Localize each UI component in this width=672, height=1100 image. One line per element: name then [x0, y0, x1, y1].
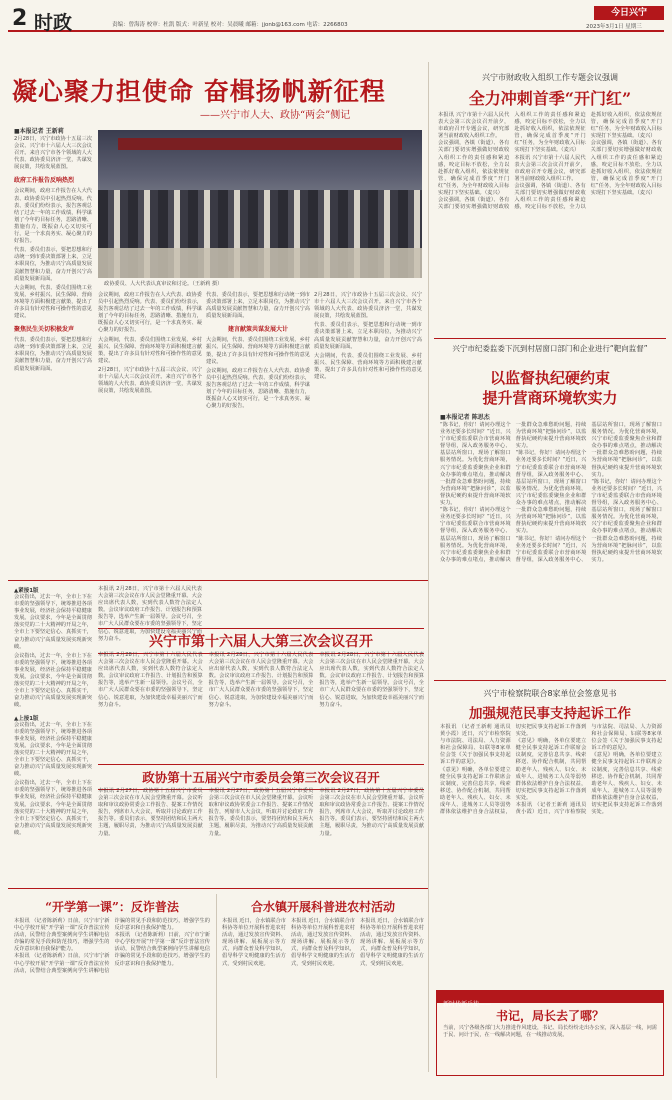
bottom1-paragraph-c: 本报讯 （记者陈新莉）日前，兴宁市宁新中心学校开展“开学第一课”反诈普法宣传活动，民警结合典型案例向学生讲解电信诈骗的常见手段和防范技巧，增强学生的反诈意识和自我保护能力。: [114, 932, 210, 967]
lead-paragraph-1c: 2月28日，兴宁市政协十五届三次会议、兴宁市十六届人大三次会议召开。来自兴宁市各个领域的人大代表、政协委员济济一堂，共谋发展良策，共绘发展蓝图。: [314, 292, 422, 320]
bottom2-paragraph-c: 本报讯 近日，合水镇联合市科协等单位开展科普进农村活动，通过发放宣传资料、现场讲解、展板展示等方式，向群众普及科学知识，倡导科学文明健康的生活方式，受到村民欢迎。: [360, 918, 424, 967]
page-number: 2: [12, 6, 28, 31]
lead-headline: 凝心聚力担使命 奋楫扬帆新征程: [12, 77, 386, 106]
news1-kicker: 兴宁市财政收入组织工作专题会议强调: [482, 73, 618, 82]
box-left-paragraph-d: 会议指出，过去一年，全市上下在市委的坚强领导下，统筹推进各项事业发展，经济社会保持平稳健康发展。会议要求，今年是全面贯彻落实党的二十大精神的开局之年，全市上下要坚定信心、真抓实干，奋力推动兴宁高质量发展实现新突破。: [14, 780, 92, 836]
column-banner-text: 新时代新兵徒——: [443, 1001, 492, 1008]
lead-paragraph-1: 2月28日，兴宁市政协十五届三次会议、兴宁市十六届人大三次会议召开。来自兴宁市各个领域的人大代表、政协委员济济一堂，共谋发展良策，共绘发展蓝图。: [14, 136, 92, 171]
lead-subheadline: ——兴宁市人大、政协“两会”侧记: [200, 110, 351, 121]
lead-paragraph-4: 大会期间，代表、委员们围绕工业发展、乡村振兴、民生保障、营商环境等方面积极建言献策，提出了许多具有针对性和可操作性的意见建议。: [14, 284, 92, 320]
box-left-paragraph-b: 会议指出，过去一年，全市上下在市委的坚强领导下，统筹推进各项事业发展，经济社会保持平稳健康发展。会议要求，今年是全面贯彻落实党的二十大精神的开局之年，全市上下要坚定信心、真抓实干，奋力推动兴宁高质量发展实现新突破。: [14, 652, 92, 709]
proc-title: 兴宁市检察院联合8家单位会签意见书: [483, 689, 617, 698]
column-box: [436, 990, 664, 1076]
lead-paragraph-3b: 代表、委员们表示，要把思想和行动统一到市委决策部署上来，立足本职岗位，为推动兴宁高质量发展贡献智慧和力量，奋力开创兴宁高质量发展新局面。: [14, 337, 92, 372]
box-left-paragraph: 会议指出，过去一年，全市上下在市委的坚强领导下，统筹推进各项事业发展，经济社会保持平稳健康发展。会议要求，今年是全面贯彻落实党的二十大精神的开局之年，全市上下要坚定信心、真抓实干，奋力推动兴宁高质量发展实现新突破。: [14, 594, 92, 650]
proc-paragraph-b: 《意见》明确，各单位要建立健全民事支持起诉工作联席会议制度，完善信息共享、线索移送、协作配合机制，共同帮助老年人、残疾人、妇女、未成年人、进城务工人员等弱势群体依法维护自身合法权益，切实把民事支持起诉工作落到实处。: [515, 738, 587, 801]
lead-section-heading-3: 聚焦民生关切积极发声: [14, 326, 75, 334]
box-left: [14, 586, 92, 882]
congress-text-left: [98, 586, 202, 642]
bottom-divider: [216, 894, 217, 1078]
news2-paragraph-b: “陈书记，你好！请问办理这个业务还要多长时间？”近日，兴宁市纪委监委联合市营商环境督导组，深入政务服务中心、基层站所窗口，现场了解窗口服务情况。为优化营商环境，兴宁市纪委监委聚焦企业和群众办事的难点堵点，推动解决一批群众急难愁盼问题，持续为营商环境“把脉问诊”，以监督执纪硬约束提升营商环境软实力。: [440, 422, 587, 563]
lead-paragraph-4c: 大会期间，代表、委员们围绕工业发展、乡村振兴、民生保障、营商环境等方面积极建言献策，提出了许多具有针对性和可操作性的意见建议。: [206, 337, 310, 365]
photo-banner: [118, 138, 402, 150]
lead-paragraph-2b: 会议期间，政府工作报告在人大代表、政协委员中引起热烈反响。代表、委员们纷纷表示，报告客观总结了过去一年的工作成绩，科学谋划了今年的目标任务，思路清晰、措施有力，既振奋人心又切实可行，是一个求真务实、凝心聚力的好报告。: [98, 292, 202, 334]
proc-paragraph-c: 《意见》明确，各单位要建立健全民事支持起诉工作联席会议制度，完善信息共享、线索移送、协作配合机制，共同帮助老年人、残疾人、妇女、未成年人、进城务工人员等弱势群体依法维护自身合法权益，切实把民事支持起诉工作落到实处。: [591, 752, 662, 816]
congress-paragraph-a: 本报讯 2月28日，兴宁市第十六届人民代表大会第三次会议在市人民会堂隆重开幕。大会应出席代表人数，实到代表人数符合法定人数。会议审议政府工作报告、计划报告和预算报告等，选举产生新一届领导。会议号召，全市广大人民群众要在市委的坚强领导下，坚定信心、锐意进取，为加快建设幸福美丽兴宁而努力奋斗。: [98, 586, 202, 642]
bottom1-body: [14, 918, 210, 1078]
news2-paragraph-c: “陈书记，你好！请问办理这个业务还要多长时间？”近日，兴宁市纪委监委联合市营商环境督导组，深入政务服务中心、基层站所窗口，现场了解窗口服务情况。为优化营商环境，兴宁市纪委监委聚焦企业和群众办事的难点堵点，推动解决一批群众急难愁盼问题，持续为营商环境“把脉问诊”，以监督执纪硬约束提升营商环境软实力。: [515, 450, 587, 535]
lead-paragraph-2: 会议期间，政府工作报告在人大代表、政协委员中引起热烈反响。代表、委员们纷纷表示，报告客观总结了过去一年的工作成绩，科学谋划了今年的目标任务，思路清晰、措施有力，既振奋人心又切实可行，是一个求真务实、凝心聚力的好报告。: [14, 188, 92, 245]
congress-block: [98, 586, 424, 756]
news1-paragraph-d: 会议强调，各镇（街道）、各有关部门要切实增强做好财政收入组织工作的责任感和紧迫感，咬定目标不放松，全力以赴抓好收入组织，依法依规征管，确保完成首季度“开门红”任务，为全年财政收入目标实现打下坚实基础。（麦兴）: [590, 140, 662, 197]
lead-paragraph-3: 代表、委员们表示，要把思想和行动统一到市委决策部署上来，立足本职岗位，为推动兴宁高质量发展贡献智慧和力量，奋力开创兴宁高质量发展新局面。: [14, 247, 92, 282]
column-paragraph: 当前，兴宁各级各部门大力推进作风建设，书记、局长纷纷走出办公室，深入基层一线，问需于民、问计于民，在一线解决问题，在一线推动发展。: [443, 1025, 657, 1039]
column-divider: [428, 62, 429, 1072]
lead-paragraph-4b: 大会期间，代表、委员们围绕工业发展、乡村振兴、民生保障、营商环境等方面积极建言献策，提出了许多具有针对性和可操作性的意见建议。: [98, 336, 202, 364]
lead-photo: [98, 130, 422, 278]
news1-byline-b: 本报讯 兴宁市第十六届人民代表大会第三次会议召开前夕，市政府召开专题会议，研究部署当前财政收入组织工作。: [514, 154, 586, 182]
bottom1-paragraph-b: 本报讯 （记者陈新莉）日前，兴宁市宁新中心学校开展“开学第一课”反诈普法宣传活动，民警结合典型案例向学生讲解电信诈骗的常见手段和防范技巧，增强学生的反诈意识和自我保护能力。: [14, 918, 210, 974]
proc-byline: 本报讯 （记者王新莉 通讯员黄小霞）近日，兴宁市检察院与市法院、司法局、人力资源和社会保障局、妇联等8家单位会签《关于加强民事支持起诉工作的意见》。: [440, 724, 511, 766]
congress-paragraph: 本报讯 2月28日，兴宁市第十六届人民代表大会第三次会议在市人民会堂隆重开幕。大会应出席代表人数，实到代表人数符合法定人数。会议审议政府工作报告、计划报告和预算报告等，选举产生新一届领导。会议号召，全市广大人民群众要在市委的坚强领导下，坚定信心、锐意进取，为加快建设幸福美丽兴宁而努力奋斗。: [98, 652, 203, 708]
cppcc-paragraph: 本报讯 2月27日，政协第十五届兴宁市委员会第三次会议在市人民会堂隆重开幕。会议听取和审议政协常委会工作报告、提案工作情况报告，列席市人大会议，听取并讨论政府工作报告等。委员们表示，要坚持团结和民主两大主题，履职尽责，为推动兴宁高质量发展贡献力量。: [98, 788, 203, 837]
news2-rule: [434, 680, 666, 681]
news1-byline: 本报讯 兴宁市第十六届人民代表大会第三次会议召开前夕，市政府召开专题会议，研究部署当前财政收入组织工作。: [438, 112, 510, 140]
bottom2-title: 合水镇开展科普进农村活动: [250, 900, 395, 914]
section-name: 时政: [34, 12, 73, 34]
cppcc-title: 政协第十五届兴宁市委员会第三次会议召开: [98, 764, 424, 790]
lead-byline: ■本报记者 王新莉: [14, 128, 64, 135]
news2-paragraph-e: “陈书记，你好！请问办理这个业务还要多长时间？”近日，兴宁市纪委监委联合市营商环境督导组，深入政务服务中心、基层站所窗口，现场了解窗口服务情况。为优化营商环境，兴宁市纪委监委聚焦企业和群众办事的难点堵点，推动解决一批群众急难愁盼问题，持续为营商环境“把脉问诊”，以监督执纪硬约束提升营商环境软实力。: [591, 478, 662, 563]
bottom1-paragraph: 本报讯 （记者陈新莉）日前，兴宁市宁新中心学校开展“开学第一课”反诈普法宣传活动，民警结合典型案例向学生讲解电信诈骗的常见手段和防范技巧，增强学生的反诈意识和自我保护能力。: [14, 918, 110, 953]
bottom1-title: “开学第一课”：反诈普法: [45, 900, 179, 914]
proc-paragraph: 《意见》明确，各单位要建立健全民事支持起诉工作联席会议制度，完善信息共享、线索移送、协作配合机制，共同帮助老年人、残疾人、妇女、未成年人、进城务工人员等弱势群体依法维护自身合法权益，切实把民事支持起诉工作落到实处。: [440, 724, 587, 816]
lead-column-2: [98, 292, 202, 462]
news2-title: 以监督执纪硬约束 提升营商环境软实力: [482, 369, 618, 407]
box-left-label-1: ▲紧接1版: [14, 588, 39, 594]
news2-body: [440, 422, 662, 674]
lead-paragraph-1b: 2月28日，兴宁市政协十五届三次会议、兴宁市十六届人大三次会议召开。来自兴宁市各个领域的人大代表、政协委员济济一堂，共谋发展良策，共绘发展蓝图。: [98, 366, 202, 395]
congress-paragraph-c: 本报讯 2月28日，兴宁市第十六届人民代表大会第三次会议在市人民会堂隆重开幕。大会应出席代表人数，实到代表人数符合法定人数。会议审议政府工作报告、计划报告和预算报告等，选举产生新一届领导。会议号召，全市广大人民群众要在市委的坚强领导下，坚定信心、锐意进取，为加快建设幸福美丽兴宁而努力奋斗。: [319, 652, 424, 708]
congress-paragraph-b: 本报讯 2月28日，兴宁市第十六届人民代表大会第三次会议在市人民会堂隆重开幕。大会应出席代表人数，实到代表人数符合法定人数。会议审议政府工作报告、计划报告和预算报告等，选举产生新一届领导。会议号召，全市广大人民群众要在市委的坚强领导下，坚定信心、锐意进取，为加快建设幸福美丽兴宁而努力奋斗。: [208, 652, 314, 708]
congress-title: 兴宁市第十六届人大第三次会议召开: [98, 628, 424, 654]
news2-byline: ■本报记者 陈思杰: [440, 414, 490, 421]
news2-paragraph-d: “陈书记，你好！请问办理这个业务还要多长时间？”近日，兴宁市纪委监委联合市营商环境督导组，深入政务服务中心、基层站所窗口，现场了解窗口服务情况。为优化营商环境，兴宁市纪委监委聚焦企业和群众办事的难点堵点，推动解决一批群众急难愁盼问题，持续为营商环境“把脉问诊”，以监督执纪硬约束提升营商环境软实力。: [515, 422, 662, 563]
lead-section-heading-1: 政府工作报告反响热烈: [14, 177, 75, 185]
lead-column-4: [314, 292, 422, 462]
box-left-paragraph-c: 会议指出，过去一年，全市上下在市委的坚强领导下，统筹推进各项事业发展，经济社会保持平稳健康发展。会议要求，今年是全面贯彻落实党的二十大精神的开局之年，全市上下要坚定信心、真抓实干，奋力推动兴宁高质量发展实现新突破。: [14, 721, 92, 778]
proc-subtitle: 加强规范民事支持起诉工作: [469, 706, 631, 722]
congress-body: [98, 652, 424, 752]
lead-rule: [8, 580, 428, 581]
lead-paragraph-2c: 会议期间，政府工作报告在人大代表、政协委员中引起热烈反响。代表、委员们纷纷表示，报告客观总结了过去一年的工作成绩，科学谋划了今年的目标任务，思路清晰、措施有力，既振奋人心又切实可行，是一个求真务实、凝心聚力的好报告。: [206, 367, 310, 410]
photo-caption: 政协委员、人大代表认真审议和讨论。（王新莉 摄）: [104, 281, 223, 287]
masthead: [8, 6, 664, 32]
proc-body: [440, 724, 662, 982]
news1-rule: [434, 338, 666, 339]
issue-date: 2023年3月1日 星期三: [586, 24, 642, 30]
news1-body: [438, 112, 662, 332]
bottom2-paragraph: 本报讯 近日，合水镇联合市科协等单位开展科普进农村活动，通过发放宣传资料、现场讲解、展板展示等方式，向群众普及科学知识，倡导科学文明健康的生活方式，受到村民欢迎。: [222, 918, 286, 967]
cppcc-paragraph-b: 本报讯 2月27日，政协第十五届兴宁市委员会第三次会议在市人民会堂隆重开幕。会议听取和审议政协常委会工作报告、提案工作情况报告，列席市人大会议，听取并讨论政府工作报告等。委员们表示，要坚持团结和民主两大主题，履职尽责，为推动兴宁高质量发展贡献力量。: [208, 788, 314, 837]
cppcc-paragraph-c: 本报讯 2月27日，政协第十五届兴宁市委员会第三次会议在市人民会堂隆重开幕。会议听取和审议政协常委会工作报告、提案工作情况报告，列席市人大会议，听取并讨论政府工作报告等。委员们表示，要坚持团结和民主两大主题，履职尽责，为推动兴宁高质量发展贡献力量。: [319, 788, 424, 837]
news2-paragraph: “陈书记，你好！请问办理这个业务还要多长时间？”近日，兴宁市纪委监委联合市营商环境督导组，深入政务服务中心、基层站所窗口，现场了解窗口服务情况。为优化营商环境，兴宁市纪委监委聚焦企业和群众办事的难点堵点，推动解决一批群众急难愁盼问题，持续为营商环境“把脉问诊”，以监督执纪硬约束提升营商环境软实力。: [440, 422, 511, 507]
photo-desks: [98, 248, 422, 278]
news1-paragraph: 会议强调，各镇（街道）、各有关部门要切实增强做好财政收入组织工作的责任感和紧迫感，咬定目标不放松，全力以赴抓好收入组织，依法依规征管，确保完成首季度“开门红”任务，为全年财政收入目标实现打下坚实基础。（麦兴）: [438, 140, 510, 197]
news1-paragraph-c: 会议强调，各镇（街道）、各有关部门要切实增强做好财政收入组织工作的责任感和紧迫感，咬定目标不放松，全力以赴抓好收入组织，依法依规征管，确保完成首季度“开门红”任务，为全年财政收入目标实现打下坚实基础。（麦兴）: [514, 112, 662, 211]
bottom2-paragraph-b: 本报讯 近日，合水镇联合市科协等单位开展科普进农村活动，通过发放宣传资料、现场讲解、展板展示等方式，向群众普及科学知识，倡导科学文明健康的生活方式，受到村民欢迎。: [291, 918, 355, 967]
cppcc-body: [98, 788, 424, 882]
bottom2-body: [222, 918, 424, 1078]
proc-byline-b: 本报讯 （记者王新莉 通讯员黄小霞）近日，兴宁市检察院与市法院、司法局、人力资源和社会保障局、妇联等8家单位会签《关于加强民事支持起诉工作的意见》。: [515, 724, 662, 816]
news1-title: 全力冲刺首季“开门红”: [468, 89, 632, 108]
lead-paragraph-3d: 代表、委员们表示，要把思想和行动统一到市委决策部署上来，立足本职岗位，为推动兴宁高质量发展贡献智慧和力量，奋力开创兴宁高质量发展新局面。: [314, 322, 422, 350]
news1-paragraph-b: 会议强调，各镇（街道）、各有关部门要切实增强做好财政收入组织工作的责任感和紧迫感，咬定目标不放松，全力以赴抓好收入组织，依法依规征管，确保完成首季度“开门红”任务，为全年财政收入目标实现打下坚实基础。（麦兴）: [438, 112, 586, 211]
lead-column-3: [206, 292, 310, 462]
news2-kicker: 兴宁市纪委监委下沉到村居窗口部门和企业进行“靶向监督”: [452, 344, 648, 353]
box-left-label-2: ▲上接1版: [14, 715, 39, 722]
masthead-info: 责编：曾海涛 校审：杜凯 版式：叶新星 校对：吴晨曦 邮箱：jjonb@163.com 电话：2266803: [112, 22, 348, 28]
logo-text: 今日兴宁: [610, 8, 647, 18]
lead-paragraph-4d: 大会期间，代表、委员们围绕工业发展、乡村振兴、民生保障、营商环境等方面积极建言献策，提出了许多具有针对性和可操作性的意见建议。: [314, 352, 422, 381]
logo: [594, 6, 664, 20]
lead-paragraph-3c: 代表、委员们表示，要把思想和行动统一到市委决策部署上来，立足本职岗位，为推动兴宁高质量发展贡献智慧和力量，奋力开创兴宁高质量发展新局面。: [206, 292, 310, 320]
lead-column-1: [14, 136, 92, 576]
lead-section-heading-2: 建言献策共谋发展大计: [227, 326, 288, 334]
column-banner: [437, 991, 663, 1008]
column-title: 书记，局长去了哪？: [495, 1009, 604, 1023]
bottom-rule: [8, 888, 428, 889]
